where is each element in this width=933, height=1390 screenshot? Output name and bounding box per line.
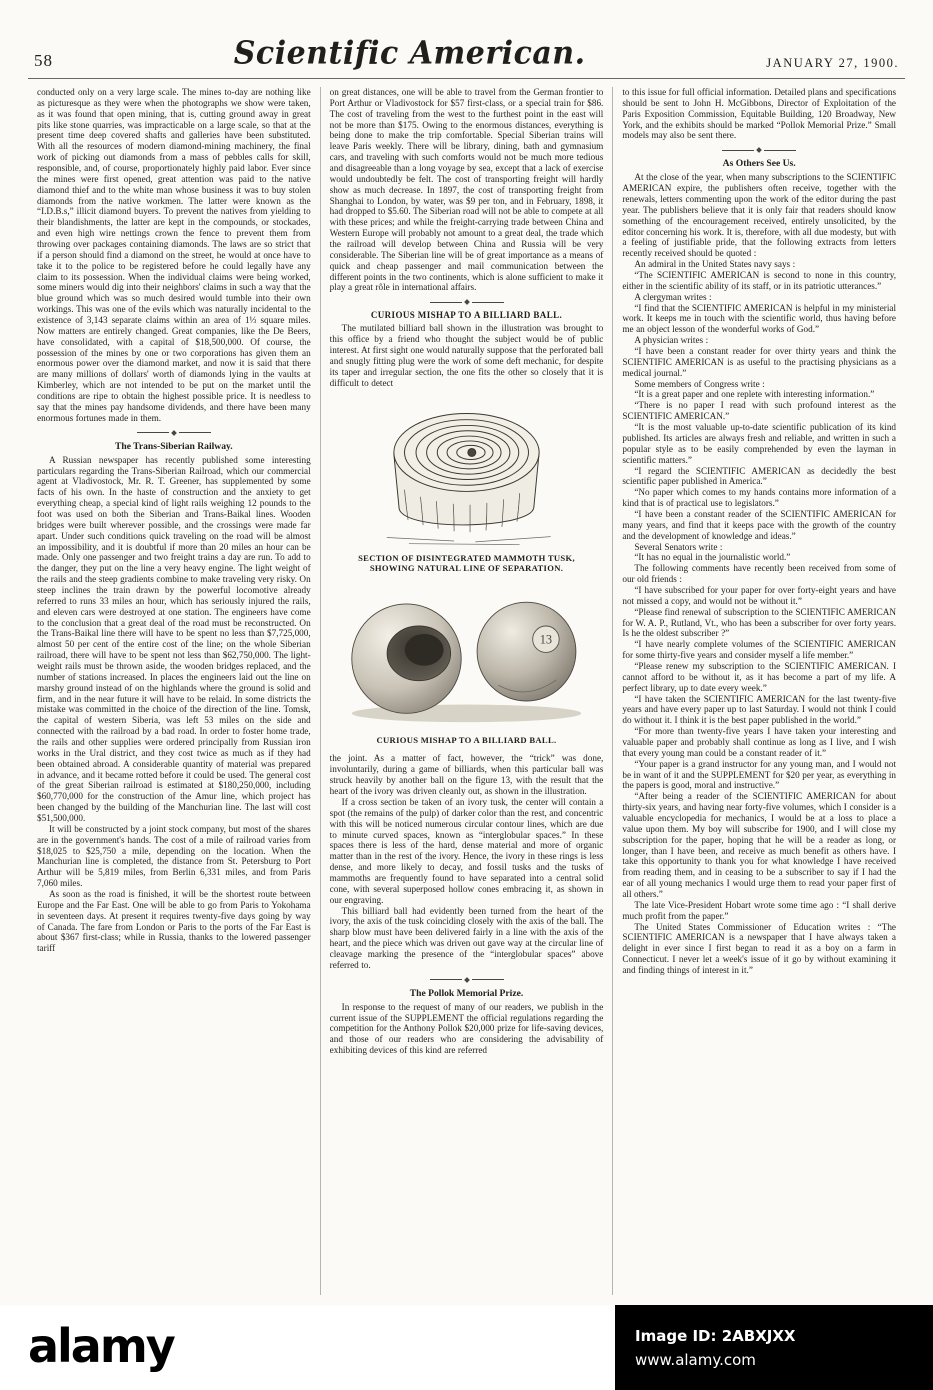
section-divider bbox=[430, 978, 504, 982]
paragraph: “I have been a constant reader for over thirty years and think the SCIENTIFIC AMERICAN is as useful to the practising physicians as a medical journal.” bbox=[622, 346, 897, 378]
issue-date: JANUARY 27, 1900. bbox=[766, 56, 899, 70]
mammoth-tusk-engraving bbox=[369, 394, 564, 549]
divider-line bbox=[179, 432, 211, 433]
paragraph: An admiral in the United States navy says : bbox=[634, 259, 796, 270]
caption-line: SHOWING NATURAL LINE OF SEPARATION. bbox=[369, 563, 564, 574]
section-heading: The Pollok Memorial Prize. bbox=[409, 987, 524, 999]
image-id-label: Image ID: 2ABXJXX bbox=[635, 1326, 796, 1345]
section-heading: The Trans-Siberian Railway. bbox=[114, 440, 233, 452]
figure-tusk bbox=[330, 394, 604, 549]
paragraph: In response to the request of many of our readers, we publish in the current issue of the SUPPLEMENT the official regulations regarding the competition for the Anthony Pollok $20,000 prize for life-saving devices, and those of our readers who are considering the advisability of exhibiting devices of this kind are referred bbox=[329, 1001, 604, 1056]
paragraph: “I have been a constant reader of the SCIENTIFIC AMERICAN for many years, and find that it keeps pace with the growth of the country and the development of knowledge and ideas.” bbox=[622, 508, 897, 541]
divider-line bbox=[472, 302, 504, 303]
paragraph: It will be constructed by a joint stock company, but most of the shares are in the government's hands. The cost of a mile of railroad varies from $18,025 to $25,750 a mile, depending on the location. When the Manchurian line is completed, the distance from St. Petersburg to Port Arthur will be 5,819 miles, from Berlin 6,331 miles, and from Paris 7,060 miles. bbox=[37, 823, 311, 889]
article-columns bbox=[0, 87, 933, 1295]
page-header bbox=[0, 0, 933, 71]
paragraph: “It is the most valuable up-to-date scientific publication of its kind published. Its articles are always fresh and reliable, and written in such a popular style as to be easily comprehended by even the layman in scientific matters.” bbox=[622, 422, 897, 465]
paragraph: The following comments have recently been received from some of our old friends : bbox=[622, 563, 897, 585]
paragraph: A clergyman writes : bbox=[634, 291, 712, 302]
divider-line bbox=[430, 302, 462, 303]
paragraph: “It has no equal in the journalistic world.” bbox=[634, 552, 791, 563]
section-heading: As Others See Us. bbox=[722, 158, 796, 170]
page-number: 58 bbox=[34, 51, 53, 70]
paragraph: The mutilated billiard ball shown in the illustration was brought to this office by a friend who thought the subject would be of public interest. At first sight one would naturally suppose that the perforated ball and snugly fitting plug were the work of some deft mechanic, for despite its taper and irregular section, the one fits the other so closely that it is difficult to detect bbox=[329, 323, 604, 388]
divider-diamond-icon bbox=[464, 977, 470, 983]
divider-line bbox=[137, 432, 169, 433]
paragraph: conducted only on a very large scale. The mines to-day are nothing like as picturesque as they were when the photographs we show were taken, as it was found that open mining, that is, cutting ground away in great pits like stone quarries, was impracticable on a large scale, so that at the present time deep covered shafts and galleries have been substituted. With all the resources of modern diamond-mining machinery, the final work of picking out diamonds from a mass of pebbles calls for skill, responsible, and, of course, proportionately highly paid labor. Ever since the mines were first opened, great attention was paid to the native diamond thief and to the white man whose business it was to buy stolen diamonds from the native workmen. The latter were known as the “I.D.B.s,” illicit diamond buyers. To prevent the natives from yielding to their blandishments, the latter are kept in the compounds, or stockades, and even high wire nettings crown the fence to prevent them from throwing over packages containing diamonds. The laws are so strict that if a person should find a diamond on the street, he would at once have to take it to the police to be registered before he could legally have any claim to its possession. When the individual claims were being worked, some miners would dig into their neighbors' claims in such a way that the blue ground which was so much desired would tumble into their own workings. This was one of the evils which was naturally incidental to the existence of 3,143 separate claims within an area of 1⅓ square miles. Now matters are entirely changed. Great companies, like the De Beers, have consolidated, with a capital of $18,500,000. Of course, the possession of the mines by one or two corporations has given them an enormous power over the diamond market, and now it is said that there are many millions of dollars' worth of diamonds lying in the vaults at Kimberley, which are not intended to be put on the market until the conditions are ripe to obtain the highest possible price. It is needless to say that the mines pay handsome dividends, and there have been many enormous fortunes made in them. bbox=[37, 87, 311, 423]
caption-line: SECTION OF DISINTEGRATED MAMMOTH TUSK, bbox=[358, 553, 575, 564]
paragraph: “I find that the SCIENTIFIC AMERICAN is helpful in my ministerial work. It keeps me in touch with the scientific world, thus having before me an object lesson of the wonderful works of God.” bbox=[622, 302, 897, 335]
divider-diamond-icon bbox=[171, 430, 177, 436]
paragraph: “I regard the SCIENTIFIC AMERICAN as decidedly the best scientific paper published in America.” bbox=[622, 465, 897, 487]
paragraph: “I have subscribed for your paper for over forty-eight years and have not missed a copy, and would not be without it.” bbox=[622, 584, 897, 606]
section-divider bbox=[722, 148, 796, 152]
paragraph: to this issue for full official information. Detailed plans and specifications should be sent to John H. McGibbons, Director of Exploitation of the Paris Exposition Commission, Equitable Building, 120 Broadway, New York, and the exhibits should be marked “Pollok Memorial Prize.” Small models may also be sent there. bbox=[622, 87, 897, 141]
column-3 bbox=[612, 87, 905, 1295]
figure-ball bbox=[330, 581, 604, 731]
alamy-logo: alamy bbox=[28, 1319, 174, 1373]
divider-diamond-icon bbox=[756, 147, 762, 153]
divider-line bbox=[472, 979, 504, 980]
section-heading: CURIOUS MISHAP TO A BILLIARD BALL. bbox=[370, 310, 563, 321]
watermark-info-box bbox=[615, 1305, 933, 1390]
paragraph: This billiard ball had evidently been turned from the heart of the ivory, the axis of the tusk coinciding closely with the axis of the ball. The sharp blow must have been delivered fairly in a line with the axis of the heart, and the piece which was driven out gave way at the circular line of cleavage marking the presence of the “interglobular spaces” above referred to. bbox=[329, 905, 604, 970]
divider-diamond-icon bbox=[464, 299, 470, 305]
watermark-strip bbox=[0, 1305, 933, 1390]
divider-line bbox=[430, 979, 462, 980]
paragraph: The late Vice-President Hobart wrote some time ago : “I shall derive much profit from the paper.” bbox=[622, 899, 897, 921]
paragraph: on great distances, one will be able to travel from the German frontier to Port Arthur or Vladivostock for $57 first-class, or a special train for $86. The cost of traveling from the west to the furthest point in the east will not be more than $175. Owing to the enormous distances, everything is being done to make the trip comfortable. Special Siberian trains will leave Paris weekly. There will be library, dining, bath and gymnasium cars, and traveling with such comforts would not be much more tedious and disagreeable than a long voyage by sea, except that a lack of exercise would undoubtedly be felt. The cost of transporting freight will hardly show as much decrease. In 1897, the cost of transporting freight from Shanghai to London, by water, was $9 per ton, and in February, 1898, it had dropped to $5.60. The Siberian road will not be able to compete at all with these prices; and while the freight-carrying trade between China and Western Europe will probably not amount to a great deal, the trade which the railroad will develop between China and Russia will be very considerable. The Siberian line will be of great importance as a means of quick and cheap passenger and mail communication between the different points in the two continents, which is alone sufficient to make it play a great rôle in international affairs. bbox=[329, 87, 604, 293]
figure-caption bbox=[330, 553, 604, 573]
column-1 bbox=[28, 87, 320, 1295]
header-rule bbox=[28, 78, 905, 79]
alamy-url: www.alamy.com bbox=[635, 1350, 756, 1369]
paragraph: As soon as the road is finished, it will be the shortest route between Europe and the Far East. One will be able to go from Paris to Yokohama in seventeen days. At present it requires twenty-five days going by way of Canada. The fare from London or Paris to the ports of the Far East is about $367 first-class; while in Russia, thanks to the lowered passenger tariff bbox=[37, 889, 311, 954]
paragraph: “There is no paper I read with such profound interest as the SCIENTIFIC AMERICAN.” bbox=[622, 400, 897, 422]
paragraph: “The SCIENTIFIC AMERICAN is second to none in this country, either in the scientific ability of its staff, or in its patriotic utterances.” bbox=[622, 270, 897, 291]
paragraph: At the close of the year, when many subscriptions to the SCIENTIFIC AMERICAN expire, the publishers often receive, together with the renewals, letters commenting upon the work of the editor during the past year. The publishers believe that it is only fair that readers should know something of the encouragement received, entirely unsolicited, by the editor concerning his work. It is, therefore, with all due modesty, but with a feeling of justifiable pride, that the following extracts from letters recently received should be quoted : bbox=[622, 172, 897, 259]
divider-line bbox=[764, 150, 796, 151]
paragraph: A physician writes : bbox=[634, 335, 709, 346]
paragraph: “It is a great paper and one replete with interesting information.” bbox=[634, 389, 875, 400]
paragraph: “No paper which comes to my hands contains more information of a kind that is of practical use to legislators.” bbox=[622, 487, 897, 509]
masthead-title: Scientific American. bbox=[233, 35, 586, 72]
column-2 bbox=[320, 87, 613, 1295]
paragraph: The United States Commissioner of Education writes : “The SCIENTIFIC AMERICAN is a newspaper that I have always taken a delight in ever since I first began to read it as a boy on a farm in Connecticut. I never let a week's issue of it go by without examining it and finding things of interest in it.” bbox=[622, 921, 897, 976]
paragraph: “After being a reader of the SCIENTIFIC AMERICAN for about thirty-six years, and having near forty-five volumes, which I consider is a valuable encyclopedia for mechanics, I would be at a loss to place a value upon them. My boy will subscribe for 1900, and I will close my subscription for the paper, hoping that he will be a reader as long, or longer, than I have been, and receive as much benefit as others have. I take this opportunity to thank you for what knowledge I have received from reading them, and in ceasing to be a subscriber to say if I had the ear of all young mechanics I would urge them to read your paper first of all others.” bbox=[622, 791, 897, 900]
paragraph: “Please find renewal of subscription to the SCIENTIFIC AMERICAN for W. A. P., Rutland, Vt., who has been a subscriber for over forty years. Is he the oldest subscriber ?” bbox=[622, 606, 897, 639]
divider-line bbox=[722, 150, 754, 151]
section-divider bbox=[430, 300, 504, 304]
section-divider bbox=[137, 431, 211, 435]
paragraph: A Russian newspaper has recently published some interesting particulars regarding the Trans-Siberian Railroad, which our commercial agent at Vladivostock, Mr. R. T. Greener, has supplemented by some facts of his own. In the haste of construction and the anxiety to get everything cheap, a special kind of light rails weighing 12 pounds to the foot was used on both the Siberian and Trans-Baikal lines. Wooden bridges were built wherever possible, and the crossings were made far apart. Under such conditions quick traveling on the road will be almost an impossibility, and it is doubtful if more than 20 miles an hour can be made. Only one passenger and two freight trains a day are run. To add to the danger, they put on the line a very heavy engine. The light weight of the rails and the steep gradients combine to make traveling very risky. On steep inclines the train drawn by the powerful locomotive already referred to runs 33 miles an hour, which has seriously injured the rails, and eleven cars were destroyed at one station. The engineers have come to the conclusion that a great deal of the road must be reconstructed. On the Trans-Baikal line there will have to be spent no less than $7,725,000, almost 50 per cent of the entire cost of the line; on the whole Siberian railroad, there will have to be spent not less than $62,750,000. The light-weight rails must be thrown aside, the wooden bridges replaced, and the number of stations increased. In places the engineers laid out the line on marshy ground instead of on the highlands where the ground is solid and firm, and in the near future it will have to be relaid. In some districts the mistake was committed in the choice of the direction of the line. Tomsk, the capital of western Siberia, was left 53 miles on the side and connected with the railroad by a bad road. In order to foster home trade, the rails and other supplies were ordered principally from Russian iron works in the Ural district, and they cost twice as much as if they had been obtained abroad. A considerable quantity of material was prepared in advance, and it became rotted before it could be used. The general cost of the great Siberian railroad is estimated at $180,250,000, including $60,770,000 for the construction of the Amur line, which project has been changed by the building of the Manchurian line. The last will cost $51,500,000. bbox=[37, 454, 311, 823]
paragraph: the joint. As a matter of fact, however, the “trick” was done, involuntarily, during a game of billiards, when this particular ball was struck heavily by another ball on the figure 13, with the result that the heart of the ivory was driven cleanly out, as shown in the illustration. bbox=[329, 753, 604, 797]
ball-number-label: 13 bbox=[539, 633, 553, 648]
paragraph: Several Senators write : bbox=[634, 541, 723, 552]
paragraph: “I have nearly complete volumes of the SCIENTIFIC AMERICAN for some thirty-five years and consider myself a life member.” bbox=[622, 639, 897, 661]
paragraph: “Please renew my subscription to the SCIENTIFIC AMERICAN. I cannot afford to be without it, as it has become a part of my life. A perfect library, up to date every week.” bbox=[622, 660, 897, 693]
paragraph: If a cross section be taken of an ivory tusk, the center will contain a spot (the remains of the pulp) of darker color than the rest, and concentric with this will be noticed numerous circular contour lines, which are due to minute curved spaces, known as “interglobular spaces.” In these spaces there is less of the hard, dense material and more of organic matter than in the rest of the ivory. Hence, the ivory in these rings is less dense, and more likely to decay, and fossil tusks and the tusks of mammoths are frequently found to have separated into a central solid cone, with several superposed hollow cones embracing it, as shown in our engraving. bbox=[329, 796, 604, 905]
paragraph: “I have taken the SCIENTIFIC AMERICAN for the last twenty-five years and have every paper up to last Saturday. I would not think I could do without it. I think it is the best paper published in the world.” bbox=[622, 693, 897, 726]
caption-line: CURIOUS MISHAP TO A BILLIARD BALL. bbox=[376, 735, 557, 746]
paragraph: “Your paper is a grand instructor for any young man, and I would not be in want of it and the SUPPLEMENT for $20 per year, as everything in the papers is good, moral and instructive.” bbox=[622, 758, 897, 791]
paragraph: “For more than twenty-five years I have taken your interesting and valuable paper and probably shall continue as long as I live, and I wish that every young man could be a constant reader of it.” bbox=[622, 726, 897, 758]
paragraph: Some members of Congress write : bbox=[634, 378, 765, 389]
figure-caption bbox=[330, 735, 604, 745]
billiard-ball-engraving bbox=[334, 581, 599, 731]
